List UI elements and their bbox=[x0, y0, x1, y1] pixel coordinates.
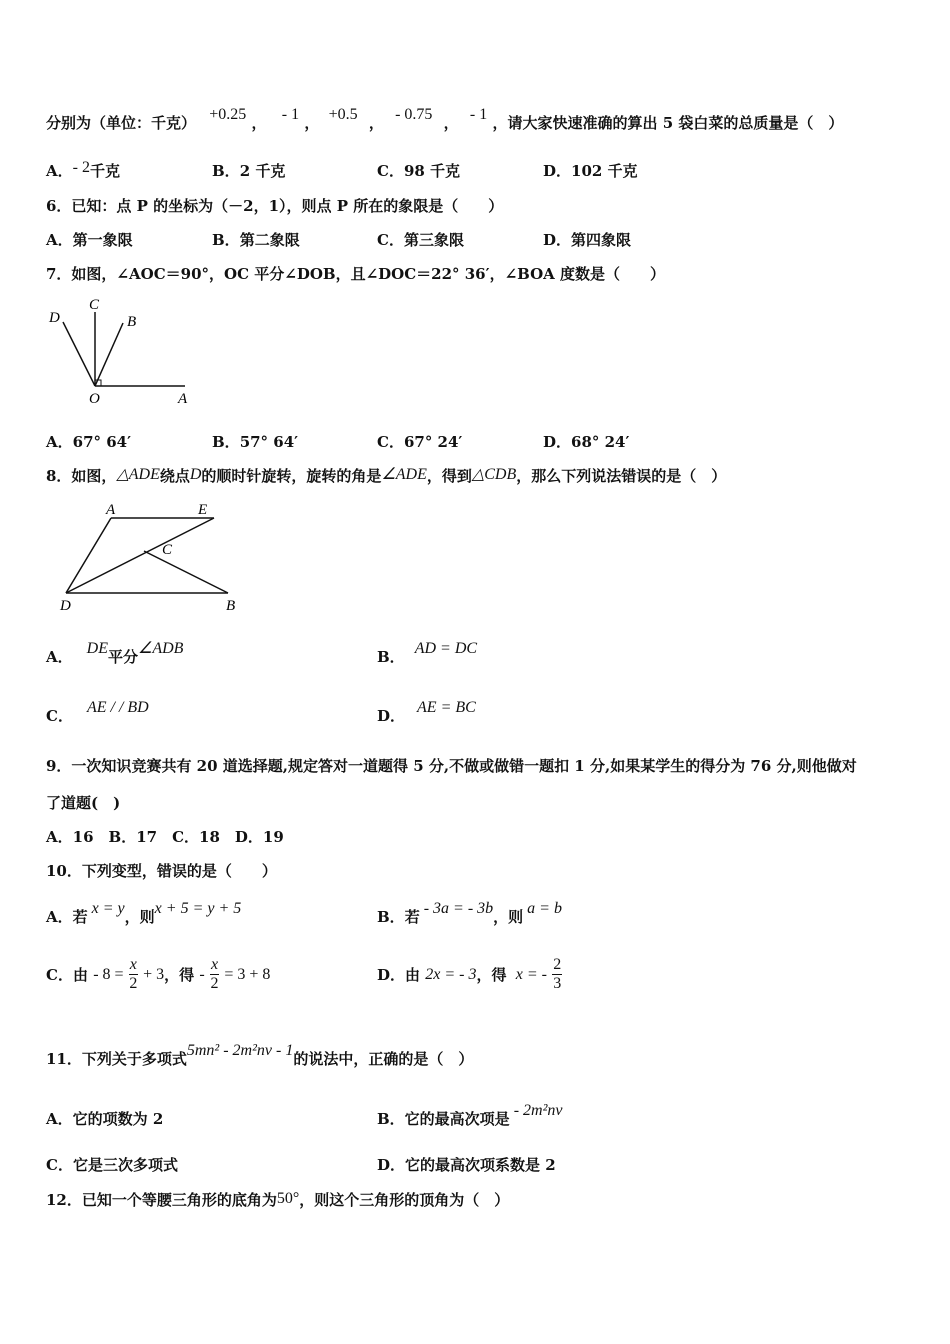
label-b: B bbox=[127, 314, 137, 330]
q5-value-4: - 0.75 bbox=[395, 106, 433, 123]
q6-option-a[interactable]: A．第一象限 bbox=[46, 231, 133, 249]
q11-stem: 11．下列关于多项式5mn² - 2m²nv - 1的说法中，正确的是（ ） bbox=[46, 1042, 474, 1068]
q5-value-5: - 1 bbox=[469, 106, 488, 123]
q7-angle-figure bbox=[40, 292, 200, 412]
q10-option-c[interactable]: C．由 - 8 = $\frac{x}{2}$ + 3 ，得 - $\frac{x}{2}$ = 3 + 8 bbox=[46, 956, 271, 992]
q5-sep: ， bbox=[368, 114, 384, 132]
ray-ob bbox=[95, 323, 123, 386]
q5-sep: ， bbox=[443, 114, 459, 132]
q7-option-a[interactable]: A．67° 64′ bbox=[46, 433, 132, 451]
q7-option-d[interactable]: D．68° 24′ bbox=[543, 433, 630, 451]
q11-option-b[interactable]: B．它的最高次项是 - 2m²nv bbox=[377, 1102, 563, 1128]
q7-option-c[interactable]: C．67° 24′ bbox=[377, 433, 463, 451]
q8-option-b[interactable]: B． AD = DC bbox=[377, 640, 478, 666]
label-b: B bbox=[226, 598, 236, 614]
fraction: $\frac{2}{3}$ bbox=[553, 956, 562, 992]
fraction: $\frac{x}{2}$ bbox=[210, 956, 219, 992]
q5-stem bbox=[46, 106, 844, 133]
q8-option-a[interactable]: A． DE平分∠ADB bbox=[46, 640, 184, 666]
q5-sep: ， bbox=[251, 114, 267, 132]
q5-option-c[interactable]: C．98 千克 bbox=[377, 162, 461, 180]
label-a: A bbox=[178, 391, 188, 407]
q7-stem: 7．如图，∠AOC＝90°，OC 平分∠DOB，且∠DOC＝22° 36′，∠BOA 度数是（ ） bbox=[46, 265, 666, 283]
q5-option-b[interactable]: B．2 千克 bbox=[212, 162, 286, 180]
q5-value-1: +0.25 bbox=[209, 106, 247, 123]
q12-stem: 12．已知一个等腰三角形的底角为50°，则这个三角形的顶角为（ ） bbox=[46, 1190, 510, 1209]
q11-option-c[interactable]: C．它是三次多项式 bbox=[46, 1156, 178, 1174]
q6-option-b[interactable]: B．第二象限 bbox=[212, 231, 300, 249]
label-o: O bbox=[89, 391, 100, 407]
q5-value-3: +0.5 bbox=[328, 106, 358, 123]
q5-suffix: ，请大家快速准确的算出 5 袋白菜的总质量是（ ） bbox=[492, 114, 844, 132]
q11-polynomial: 5mn² - 2m²nv - 1 bbox=[186, 1042, 294, 1059]
q10-option-d[interactable]: D．由 2x = - 3 ，得 x = - $\frac{2}{3}$ bbox=[377, 956, 562, 992]
label-a: A bbox=[106, 502, 116, 518]
q8-rotation-figure bbox=[56, 500, 246, 618]
label-d: D bbox=[60, 598, 71, 614]
q10-option-a[interactable]: A．若 x = y，则x + 5 = y + 5 bbox=[46, 900, 242, 926]
q7-option-b[interactable]: B．57° 64′ bbox=[212, 433, 299, 451]
q9-stem-line1: 9．一次知识竞赛共有 20 道选择题,规定答对一道题得 5 分,不做或做错一题扣 1 分,如果某学生的得分为 76 分,则他做对 bbox=[46, 757, 857, 775]
q5-sep: ， bbox=[304, 114, 320, 132]
q12-angle: 50° bbox=[276, 1190, 300, 1207]
q5-value-2: - 1 bbox=[281, 106, 300, 123]
label-c: C bbox=[89, 297, 100, 313]
q9-options[interactable]: A．16 B．17 C．18 D．19 bbox=[46, 828, 284, 846]
q6-option-d[interactable]: D．第四象限 bbox=[543, 231, 632, 249]
label-c: C bbox=[162, 542, 173, 558]
q10-stem: 10．下列变型，错误的是（ ） bbox=[46, 862, 277, 880]
q8-option-d[interactable]: D． AE = BC bbox=[377, 699, 476, 725]
q6-option-c[interactable]: C．第三象限 bbox=[377, 231, 464, 249]
q6-stem: 6．已知：点 P 的坐标为（－2，1），则点 P 所在的象限是（ ） bbox=[46, 197, 504, 215]
label-d: D bbox=[49, 310, 60, 326]
q5-option-a[interactable]: A．- 2千克 bbox=[46, 159, 120, 180]
q8-option-c[interactable]: C． AE / / BD bbox=[46, 699, 149, 725]
q11-option-a[interactable]: A．它的项数为 2 bbox=[46, 1110, 164, 1128]
q11-option-d[interactable]: D．它的最高次项系数是 2 bbox=[377, 1156, 556, 1174]
q10-option-b[interactable]: B．若 - 3a = - 3b，则 a = b bbox=[377, 900, 562, 926]
q5-prefix: 分别为（单位：千克） bbox=[46, 114, 197, 132]
seg-cb bbox=[144, 551, 228, 593]
q8-stem: 8．如图，△ADE绕点D的顺时针旋转，旋转的角是∠ADE，得到△CDB，那么下列说法错误的是（ ） bbox=[46, 466, 727, 485]
fraction: $\frac{x}{2}$ bbox=[129, 956, 138, 992]
q9-stem-line2: 了道题( ) bbox=[46, 794, 121, 812]
ray-od bbox=[63, 322, 95, 386]
q5-option-d[interactable]: D．102 千克 bbox=[543, 162, 638, 180]
label-e: E bbox=[198, 502, 208, 518]
